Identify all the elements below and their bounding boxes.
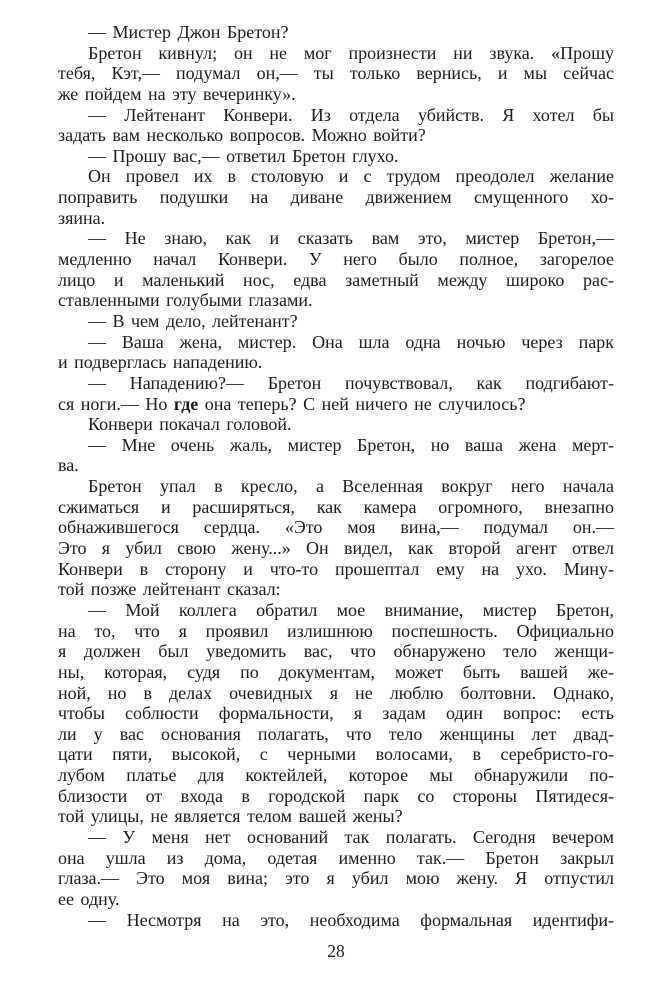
text-line: — Ваша жена, мистер. Она шла одна ночью через парк xyxy=(88,331,614,352)
text-line: медленно начал Конвери. У него было полное, загорелое xyxy=(58,249,614,270)
text-line: и подверглась нападению. xyxy=(58,352,263,373)
text-line: сжиматься и расширяться, как камера огромного, внезапно xyxy=(58,496,614,517)
text-line: — Мне очень жаль, мистер Бретон, но ваша жена мерт- xyxy=(88,434,614,455)
text-line: же пойдем на эту вечеринку». xyxy=(58,83,296,104)
text-line: ной, но в делах очевидных я не люблю болтовни. Однако, xyxy=(58,682,614,703)
text-line: чтобы соблюсти формальности, я задам один вопрос: есть xyxy=(58,703,614,724)
text-line: — Несмотря на это, необходима формальная идентифи- xyxy=(88,909,614,930)
text-line xyxy=(58,394,614,415)
text-line: близости от входа в городской парк со стороны Пятидеся- xyxy=(58,785,614,806)
text-line: ее одну. xyxy=(58,888,120,909)
text-line: ва. xyxy=(58,455,79,476)
text-line: зяина. xyxy=(58,207,106,228)
text-line: лицо и маленький нос, едва заметный между широко рас- xyxy=(58,269,614,290)
text-segment: она теперь? С ней ничего не случилось? xyxy=(198,393,526,414)
text-line: — Не знаю, как и сказать вам это, мистер Бретон,— xyxy=(88,228,614,249)
text-line: — Нападению?— Бретон почувствовал, как подгибают- xyxy=(88,372,614,393)
text-line: на то, что я проявил излишнюю поспешность. Официально xyxy=(58,620,614,641)
text-line: обнажившегося сердца. «Это моя вина,— подумал он.— xyxy=(58,517,614,538)
text-line: Он провел их в столовую и с трудом преодолел желание xyxy=(88,166,614,187)
text-line: — В чем дело, лейтенант? xyxy=(88,310,298,331)
text-line: Конвери в сторону и что-то прошептал ему на ухо. Мину- xyxy=(58,558,614,579)
text-line: цати пяти, высокой, с черными волосами, в серебристо-го- xyxy=(58,744,614,765)
text-line: глаза.— Это моя вина; это я убил мою жену. Я отпустил xyxy=(58,868,614,889)
text-line: той позже лейтенант сказал: xyxy=(58,579,281,600)
text-line: ны, которая, судя по документам, может быть вашей же- xyxy=(58,661,614,682)
text-line: лубом платье для коктейлей, которое мы обнаружили по- xyxy=(58,765,614,786)
text-line: она ушла из дома, одетая именно так.— Бретон закрыл xyxy=(58,847,614,868)
text-block xyxy=(58,22,614,930)
text-line: ли у вас основания полагать, что тело женщины лет двад- xyxy=(58,723,614,744)
text-line: — Мой коллега обратил мое внимание, мистер Бретон, xyxy=(88,599,614,620)
text-line: Бретон кивнул; он не мог произнести ни звука. «Прошу xyxy=(88,42,614,63)
text-line: тебя, Кэт,— подумал он,— ты только вернись, и мы сейчас xyxy=(58,63,614,84)
page-number: 28 xyxy=(327,941,345,961)
text-line: Бретон упал в кресло, а Вселенная вокруг него начала xyxy=(88,476,614,497)
text-line: ставленными голубыми глазами. xyxy=(58,290,313,311)
text-line: той улицы, не является телом вашей жены? xyxy=(58,806,403,827)
text-line: — У меня нет оснований так полагать. Сегодня вечером xyxy=(88,826,614,847)
text-line: — Прошу вас,— ответил Бретон глухо. xyxy=(88,145,399,166)
text-line: поправить подушки на диване движением смущенного хо- xyxy=(58,187,614,208)
emphasis-word: где xyxy=(173,393,199,414)
text-line: — Мистер Джон Бретон? xyxy=(88,22,289,42)
text-line: я должен был уведомить вас, что обнаружено тело женщи- xyxy=(58,641,614,662)
text-line: Это я убил свою жену...» Он видел, как второй агент отвел xyxy=(58,538,614,559)
text-line: задать вам несколько вопросов. Можно войти? xyxy=(58,125,426,146)
text-line: Конвери покачал головой. xyxy=(88,414,292,435)
text-segment: ся ноги.— Но xyxy=(58,393,174,414)
text-line: — Лейтенант Конвери. Из отдела убийств. Я хотел бы xyxy=(88,104,614,125)
